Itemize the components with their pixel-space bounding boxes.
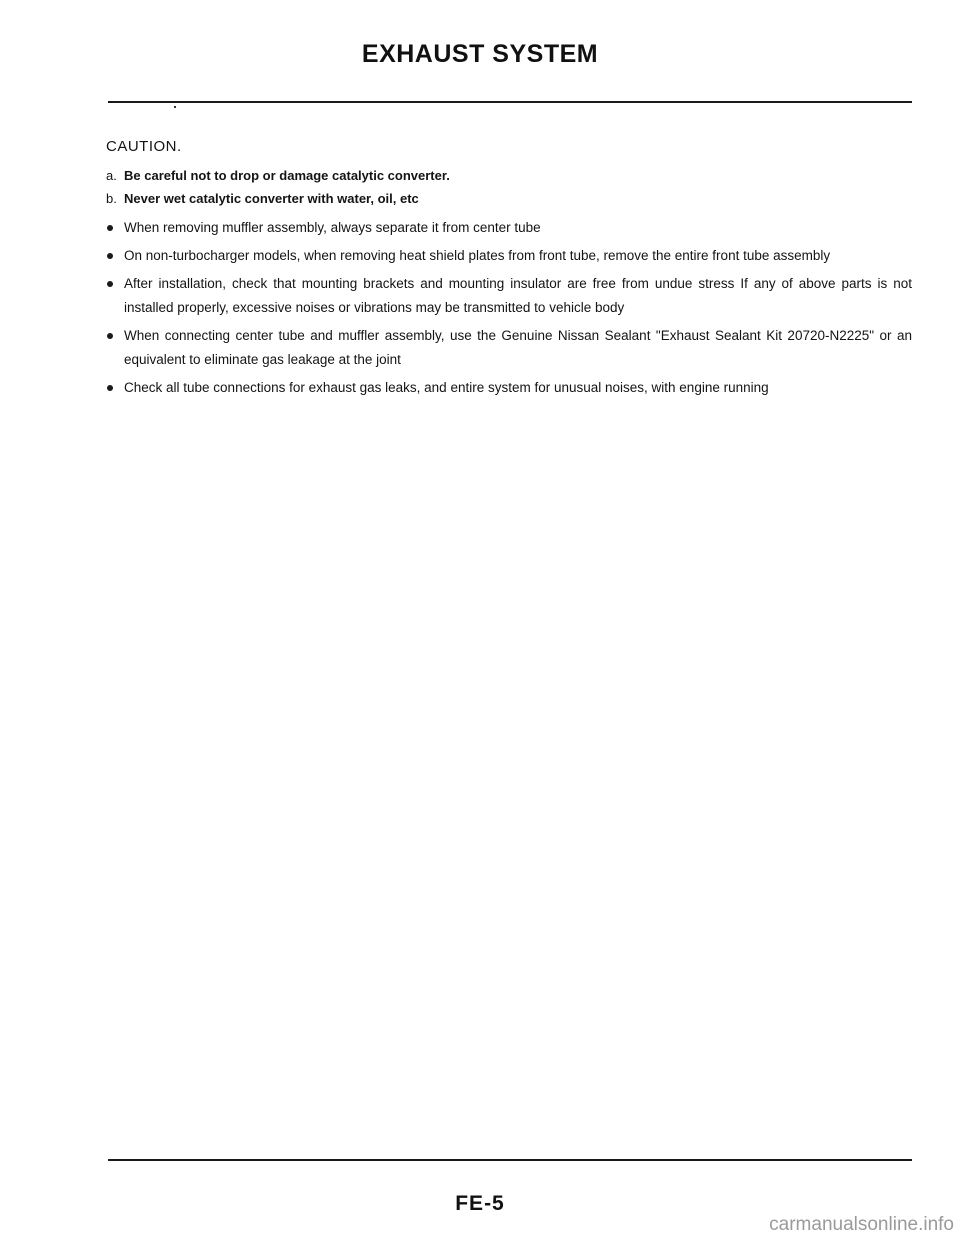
caution-marker: b. <box>106 191 117 206</box>
top-rule <box>108 101 912 103</box>
list-item-text: Check all tube connections for exhaust gas leaks, and entire system for unusual noises, with engine running <box>124 380 769 395</box>
page-title: EXHAUST SYSTEM <box>361 40 599 68</box>
list-item <box>106 376 912 400</box>
page-number: FE-5 <box>455 1192 505 1215</box>
list-item-text: After installation, check that mounting brackets and mounting insulator are free from undue stress If any of above parts is not installed properly, excessive noises or vibrations may be transmitted to vehicle body <box>124 276 912 315</box>
bullet-icon <box>107 253 113 259</box>
list-item-text: On non-turbocharger models, when removing heat shield plates from front tube, remove the entire front tube assembly <box>124 248 831 263</box>
caution-marker: a. <box>106 168 117 183</box>
caution-item-a <box>106 166 912 186</box>
list-item <box>106 244 912 268</box>
list-item <box>106 324 912 372</box>
bullet-icon <box>107 225 113 231</box>
list-item-text: When removing muffler assembly, always separate it from center tube <box>124 220 541 235</box>
bottom-rule <box>108 1159 912 1161</box>
instruction-list <box>106 216 912 400</box>
list-item <box>106 272 912 320</box>
watermark-text: carmanualsonline.info <box>769 1214 954 1235</box>
caution-item-b <box>106 189 912 209</box>
list-item <box>106 216 912 240</box>
bullet-icon <box>107 333 113 339</box>
bullet-icon <box>107 281 113 287</box>
rule-mark <box>174 106 176 108</box>
page-content <box>106 136 912 404</box>
list-item-text: When connecting center tube and muffler assembly, use the Genuine Nissan Sealant "Exhaust Sealant Kit 20720-N2225" or an equivalent to eliminate gas leakage at the joint <box>124 328 912 367</box>
caution-text: Be careful not to drop or damage catalytic converter. <box>124 168 450 183</box>
caution-text: Never wet catalytic converter with water, oil, etc <box>124 191 419 206</box>
caution-heading: CAUTION. <box>106 138 182 155</box>
bullet-icon <box>107 385 113 391</box>
